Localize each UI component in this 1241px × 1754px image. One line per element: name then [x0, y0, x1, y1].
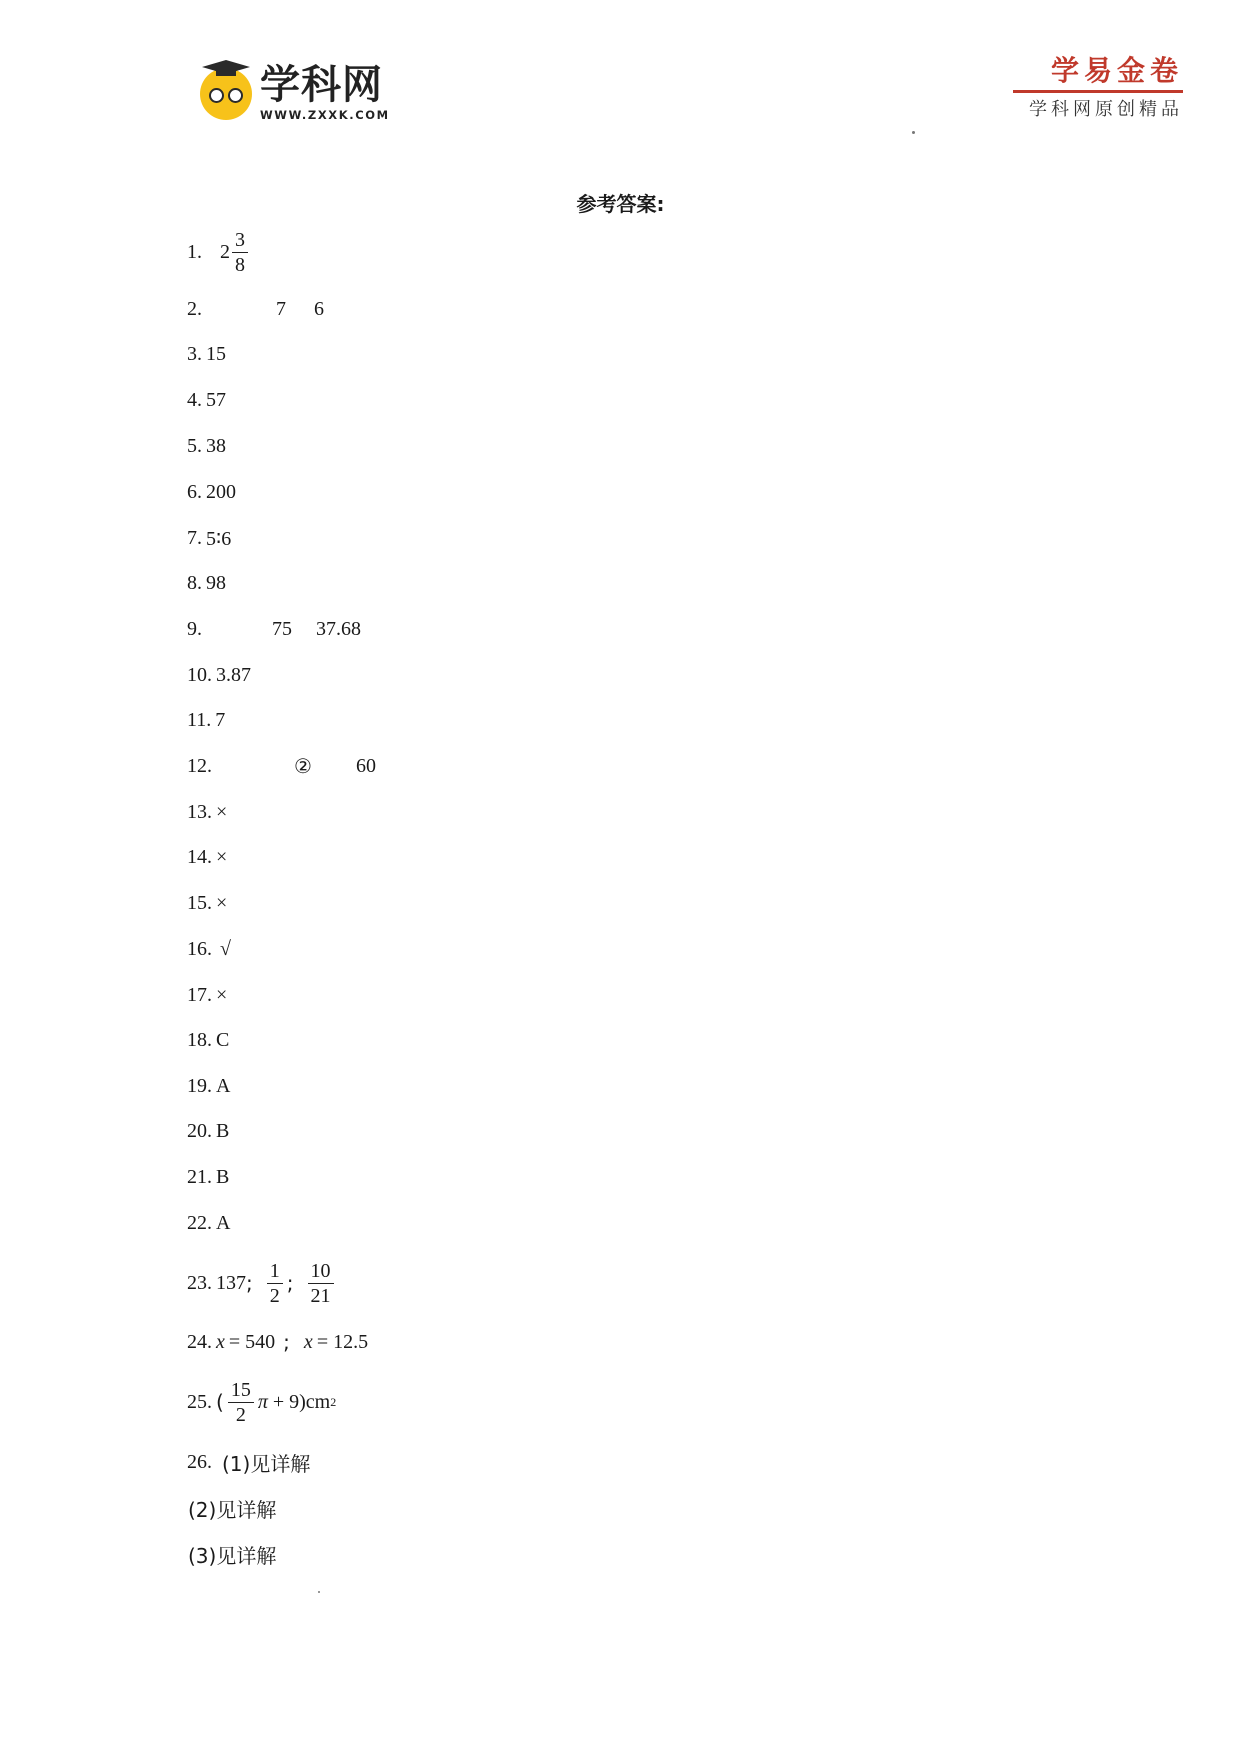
answer-number: 24: [187, 1330, 207, 1353]
answer-value: A: [216, 1074, 231, 1097]
zxxk-logo: [200, 58, 390, 128]
answer-row: 24 . x = 540 ; x = 12.5: [187, 1330, 369, 1354]
answer-value: 38: [206, 434, 226, 457]
answer-value: 5∶6: [206, 527, 232, 550]
answer-number: 23: [187, 1271, 207, 1294]
answer-row: 17 . ×: [187, 983, 228, 1006]
answer-number: 12: [187, 754, 207, 777]
fraction-numerator: 1: [267, 1260, 283, 1284]
answer-number: 10: [187, 663, 207, 686]
unit-label: cm: [305, 1390, 331, 1413]
answer-fraction: [232, 229, 248, 276]
logo-left-eye-icon: [209, 88, 224, 103]
answer-value: ②: [294, 754, 312, 778]
answer-row: 12 . ② 60: [187, 754, 376, 778]
answer-number: 3: [187, 342, 197, 365]
answer-value: B: [216, 1165, 230, 1188]
answer-number: 14: [187, 845, 207, 868]
answer-row: 21 . B: [187, 1165, 230, 1188]
equation-value: = 12.5: [316, 1330, 369, 1353]
answer-row: 15 . ×: [187, 891, 228, 914]
equation-variable: x: [303, 1330, 313, 1353]
answer-row: 7 . 5∶6: [187, 526, 232, 550]
answer-row: 2 . 7 6: [187, 297, 324, 320]
fraction-denominator: 2: [235, 1403, 246, 1426]
answer-number: 13: [187, 800, 207, 823]
answer-value: 75: [272, 617, 292, 640]
answer-row: 6 . 200: [187, 480, 236, 503]
answer-number: 2: [187, 297, 197, 320]
answer-value: 7: [276, 297, 286, 320]
brand-block: [1013, 54, 1183, 121]
unit-exponent: 2: [330, 1394, 337, 1409]
answer-part: (2)见详解: [188, 1497, 277, 1522]
answer-fraction: [228, 1379, 254, 1426]
graduation-cap-icon: [202, 60, 250, 76]
answer-number: 5: [187, 434, 197, 457]
answer-value: 15: [206, 342, 226, 365]
answer-value: 37.68: [316, 617, 361, 640]
answer-number: 17: [187, 983, 207, 1006]
equation-value: = 540: [228, 1330, 276, 1353]
expression-rest: + 9): [267, 1390, 306, 1413]
answer-fraction: [267, 1260, 283, 1307]
answer-part: (1)见详解: [222, 1451, 311, 1476]
answer-value: 6: [314, 297, 324, 320]
answer-number: 8: [187, 571, 197, 594]
fraction-denominator: 2: [269, 1284, 280, 1307]
answer-value: 200: [206, 480, 236, 503]
fraction-numerator: 15: [228, 1379, 254, 1403]
answer-number: 4: [187, 388, 197, 411]
answer-number: 20: [187, 1119, 207, 1142]
answer-fraction: [308, 1260, 334, 1307]
answer-value: 137: [216, 1271, 246, 1294]
answer-number: 18: [187, 1028, 207, 1051]
answer-value: ×: [216, 983, 228, 1006]
answer-value: ×: [216, 845, 228, 868]
answer-value: B: [216, 1119, 230, 1142]
answer-row: 14 . ×: [187, 845, 228, 868]
answer-value: A: [216, 1211, 231, 1234]
stray-dot: [318, 1591, 320, 1593]
answer-number: 16: [187, 937, 207, 960]
answer-number: 22: [187, 1211, 207, 1234]
fraction-denominator: 21: [310, 1284, 331, 1307]
answer-row: 22 . A: [187, 1211, 231, 1234]
answer-row: 23 . 137 ; $\frac{1}{2}$ ; $\frac{10}{21}$: [187, 1251, 338, 1315]
answer-row: 19 . A: [187, 1074, 231, 1097]
paren-open: (: [216, 1390, 224, 1414]
answer-value: 7: [215, 708, 226, 731]
answer-number: 11: [187, 708, 207, 731]
answer-number: 7: [187, 526, 197, 549]
answer-row: 3 . 15: [187, 342, 226, 365]
answer-number: 6: [187, 480, 197, 503]
answer-row: 1 . 2 $\frac{3}{8}$: [187, 222, 252, 282]
answer-row: 18 . C: [187, 1028, 230, 1051]
answer-value: ×: [216, 891, 228, 914]
answer-value: 98: [206, 571, 226, 594]
answer-row: 25 . ( $\frac{15}{2}$ π + 9) cm 2: [187, 1378, 337, 1426]
answer-value: 57: [206, 388, 226, 411]
answer-row: 20 . B: [187, 1119, 230, 1142]
answer-value: ×: [216, 800, 228, 823]
logo-title: 学科网: [260, 62, 383, 108]
stray-dot: [912, 131, 915, 134]
answer-number: 19: [187, 1074, 207, 1097]
brand-divider: [1013, 90, 1183, 93]
answer-part: (3)见详解: [188, 1543, 277, 1568]
answer-number: 25: [187, 1390, 207, 1413]
page-title: 参考答案:: [576, 192, 665, 216]
answer-number: 15: [187, 891, 207, 914]
answer-row: 4 . 57: [187, 388, 226, 411]
answer-row: 13 . ×: [187, 800, 228, 823]
equation-variable: x: [216, 1330, 225, 1353]
answer-row: [188, 1534, 276, 1574]
fraction-denominator: 8: [232, 252, 248, 276]
answer-number: 26: [187, 1450, 207, 1473]
answer-mixed-whole: 2: [220, 240, 230, 263]
answer-number: 9: [187, 617, 197, 640]
answer-value: C: [216, 1028, 230, 1051]
answer-value: √: [220, 937, 231, 960]
logo-url: WWW.ZXXK.COM: [260, 108, 390, 122]
brand-subtitle: 学科网原创精品: [1029, 99, 1183, 120]
answer-value: 3.87: [216, 663, 251, 686]
answer-value: 60: [355, 754, 376, 777]
logo-right-eye-icon: [228, 88, 243, 103]
pi-symbol: π: [257, 1390, 268, 1413]
answer-row: 8 . 98: [187, 571, 226, 594]
fraction-numerator: 10: [308, 1260, 334, 1284]
answer-row: 26 . (1)见详解: [187, 1442, 310, 1482]
answer-row: 9 . 75 37.68: [187, 617, 361, 640]
answer-row: 10 . 3.87: [187, 663, 251, 686]
brand-title: 学易金卷: [1050, 54, 1183, 87]
answer-number: 1: [187, 240, 197, 263]
answer-row: 5 . 38: [187, 434, 226, 457]
answer-row: [188, 1488, 276, 1528]
fraction-numerator: 3: [235, 228, 245, 251]
answer-row: 16 . √: [187, 937, 231, 960]
answer-row: 11 . 7: [187, 708, 226, 731]
answer-number: 21: [187, 1165, 207, 1188]
